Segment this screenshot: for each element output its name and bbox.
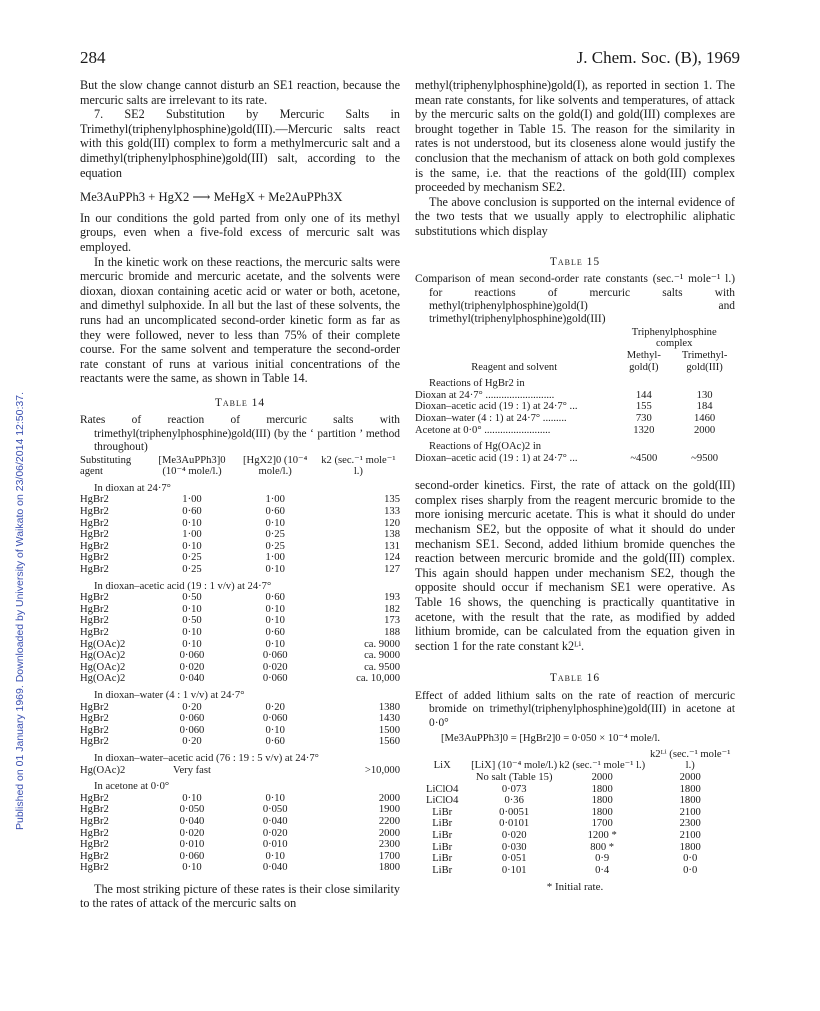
table-cell: 0·10 bbox=[182, 862, 202, 874]
table-cell: 0·010 bbox=[262, 839, 288, 851]
table-cell: 0·20 bbox=[265, 701, 285, 713]
table-row bbox=[80, 862, 400, 874]
table-cell: 0·20 bbox=[182, 701, 202, 713]
table-header: k2ᴸⁱ (sec.⁻¹ mole⁻¹ l.) bbox=[650, 748, 731, 772]
table-row bbox=[415, 853, 735, 865]
table-row bbox=[80, 804, 400, 816]
table-cell: 127 bbox=[384, 564, 400, 576]
table-cell: 0·60 bbox=[265, 736, 285, 748]
table-cell: 1·00 bbox=[182, 529, 202, 541]
table-row bbox=[415, 807, 735, 819]
table-cell: LiBr bbox=[432, 853, 453, 865]
table-cell: 0·020 bbox=[179, 827, 205, 839]
table-cell: HgBr2 bbox=[80, 615, 109, 627]
table-cell: 0·10 bbox=[182, 627, 202, 638]
table-header: Reagent and solvent bbox=[471, 361, 558, 373]
table-cell: 0·10 bbox=[182, 603, 202, 615]
table-cell: 0·36 bbox=[504, 795, 524, 807]
table-cell: >10,000 bbox=[364, 764, 400, 776]
right-column bbox=[415, 78, 735, 895]
table-cell: 2000 bbox=[378, 792, 400, 804]
table-cell: HgBr2 bbox=[80, 494, 109, 506]
table-cell: HgBr2 bbox=[80, 529, 109, 541]
table-cell: 0·10 bbox=[265, 850, 285, 862]
paragraph: In the kinetic work on these reactions, the mercuric salts were mercuric bromide and mercuric acetate, and the solvents were dioxan, dioxan containing acetic acid or water or both, acetone, and dimethyl sulphoxide. In all but the last of these solvents, the runs had an uncomplicated second-order kinetic form as far as they were followed, never to less than 75% of their complete course. For the same solvent and temperature the second-order rate constant of runs at various initial concentrations of the reactants were the same, as shown in Table 14. bbox=[80, 254, 400, 386]
table-cell: 1430 bbox=[378, 713, 400, 725]
table-cell: 1200 * bbox=[587, 829, 617, 841]
table-cell: ca. 9000 bbox=[364, 638, 400, 650]
table-row bbox=[415, 842, 735, 854]
table-cell: 0·25 bbox=[265, 529, 285, 541]
table-cell: 0·10 bbox=[182, 540, 202, 552]
table-cell: ~9500 bbox=[691, 452, 719, 464]
table-cell: 1800 bbox=[378, 862, 400, 874]
table-cell: HgBr2 bbox=[80, 592, 109, 604]
table-cell: 1320 bbox=[633, 424, 655, 436]
table-14-caption: Table 14 bbox=[214, 396, 266, 409]
table-cell: LiClO4 bbox=[426, 795, 459, 807]
table-cell: LiBr bbox=[432, 806, 453, 818]
table-cell: ~4500 bbox=[630, 452, 658, 464]
table-header: Trimethyl-gold(III) bbox=[681, 349, 728, 373]
table-row bbox=[80, 736, 400, 748]
table-cell: No salt (Table 15) bbox=[475, 772, 553, 783]
table-row bbox=[80, 529, 400, 541]
table-cell: 193 bbox=[384, 592, 400, 604]
table-cell: 138 bbox=[384, 529, 400, 541]
table-cell: 184 bbox=[696, 401, 713, 413]
table-cell: 0·050 bbox=[262, 804, 288, 816]
table-header: [HgX2]0 (10⁻⁴ mole/l.) bbox=[243, 454, 308, 478]
table-row bbox=[80, 828, 400, 840]
table-cell: HgBr2 bbox=[80, 804, 109, 816]
table-cell: 0·10 bbox=[265, 615, 285, 627]
table-row bbox=[80, 541, 400, 553]
table-cell: 0·25 bbox=[265, 540, 285, 552]
table-cell: 2000 bbox=[378, 827, 400, 839]
table-cell: 0·25 bbox=[182, 564, 202, 576]
table-group-title: In acetone at 0·0° bbox=[94, 781, 170, 793]
table-cell: 0·10 bbox=[265, 638, 285, 650]
table-row bbox=[80, 650, 400, 662]
table-row bbox=[415, 818, 735, 830]
table-cell: HgBr2 bbox=[80, 713, 109, 725]
table-group-title: In dioxan–acetic acid (19 : 1 v/v) at 24·7° bbox=[94, 580, 272, 592]
table-cell: 0·060 bbox=[179, 724, 205, 736]
table-cell: 0·0101 bbox=[499, 818, 530, 830]
table-row bbox=[80, 552, 400, 564]
table-cell: 2100 bbox=[679, 829, 701, 841]
table-row bbox=[415, 830, 735, 842]
table-row bbox=[415, 865, 735, 877]
table-cell: 1800 bbox=[591, 806, 613, 818]
table-row bbox=[80, 816, 400, 828]
download-watermark: Published on 01 January 1969. Downloaded by University of Waikato on 23/06/2014 12:50:37. bbox=[14, 392, 26, 830]
table-cell: 0·50 bbox=[182, 592, 202, 604]
table-row bbox=[80, 615, 400, 627]
table-row bbox=[415, 453, 735, 465]
table-cell: ca. 9500 bbox=[364, 661, 400, 673]
table-cell: 0·10 bbox=[265, 564, 285, 576]
table-cell: ca. 9000 bbox=[364, 650, 400, 662]
table-cell: 2300 bbox=[679, 818, 701, 830]
table-header: Substituting agent bbox=[80, 454, 132, 478]
table-cell: 173 bbox=[384, 615, 400, 627]
table-cell: 0·10 bbox=[265, 603, 285, 615]
table-group-header: Triphenylphosphine complex bbox=[631, 326, 717, 350]
table-16-condition: [Me3AuPPh3]0 = [HgBr2]0 = 0·050 × 10⁻⁴ mole/l. bbox=[441, 733, 661, 745]
table-cell: HgBr2 bbox=[80, 552, 109, 564]
table-header: [LiX] (10⁻⁴ mole/l.) bbox=[471, 760, 558, 772]
table-cell: 0·051 bbox=[501, 853, 527, 865]
table-cell bbox=[234, 765, 317, 777]
table-cell: 0·060 bbox=[262, 650, 288, 662]
table-cell: 1900 bbox=[378, 804, 400, 816]
table-cell: 135 bbox=[384, 494, 400, 506]
table-cell: 133 bbox=[384, 506, 400, 518]
table-cell bbox=[415, 772, 469, 784]
table-cell: Very fast bbox=[173, 764, 211, 776]
table-cell: 1460 bbox=[694, 412, 716, 424]
table-cell: 131 bbox=[384, 540, 400, 552]
table-cell: 0·10 bbox=[182, 517, 202, 529]
table-cell: 1·00 bbox=[182, 494, 202, 506]
paragraph: second-order kinetics. First, the rate of attack on the gold(III) complex rises sharply from the reagent mercuric bromide to the more ionising mercuric acetate. This is what it should do under mechanism SE2, but the opposite of what it should do under mechanism SE1. Second, added lithium bromide quenches the reaction between mercuric bromide and the gold(III) complex. This again should happen under mechanism SE2, though the opposite should occur if mechanism SE1 were operative. As Table 16 shows, the quenching is practically quantitative in acetone, with the result that the rate, as modified by added lithium bromide, can be calculated from the equation given in section 1 for the rate constant k2ᴸⁱ. bbox=[415, 478, 735, 653]
table-cell: 0·10 bbox=[182, 792, 202, 804]
table-cell: 0·060 bbox=[179, 850, 205, 862]
journal-header: J. Chem. Soc. (B), 1969 bbox=[576, 48, 740, 67]
table-cell: HgBr2 bbox=[80, 564, 109, 576]
table-cell: 0·60 bbox=[182, 506, 202, 518]
table-cell: ca. 10,000 bbox=[356, 673, 400, 685]
table-cell: 0·040 bbox=[262, 815, 288, 827]
table-cell: Dioxan–water (4 : 1) at 24·7° ......... bbox=[415, 412, 567, 424]
table-cell: 0·101 bbox=[501, 864, 527, 876]
table-row bbox=[80, 662, 400, 674]
table-section-title: Reactions of HgBr2 in bbox=[429, 378, 525, 390]
table-cell: HgBr2 bbox=[80, 701, 109, 713]
table-cell: 0·25 bbox=[182, 552, 202, 564]
table-cell: Hg(OAc)2 bbox=[80, 638, 126, 650]
table-cell: HgBr2 bbox=[80, 827, 109, 839]
table-cell: Hg(OAc)2 bbox=[80, 661, 126, 673]
table-cell: 0·0051 bbox=[499, 806, 530, 818]
table-cell: 2200 bbox=[378, 815, 400, 827]
table-cell: LiClO4 bbox=[426, 783, 459, 795]
table-row bbox=[80, 506, 400, 518]
table-cell: 0·060 bbox=[262, 713, 288, 725]
paragraph: The above conclusion is supported on the internal evidence of the two tests that we usually apply to electrophilic aliphatic substitutions which display bbox=[415, 194, 735, 238]
section-7-heading-paragraph: 7. SE2 Substitution by Mercuric Salts in Trimethyl(triphenylphosphine)gold(III).—Mercuric salts react with this gold(III) complex to form a methylmercuric salt and a dimethyl(triphenylphosphine)gold(III) salt, according to the equation bbox=[80, 107, 400, 180]
table-row bbox=[415, 784, 735, 796]
table-row bbox=[80, 793, 400, 805]
table-cell: 0·030 bbox=[501, 841, 527, 853]
page-number: 284 bbox=[80, 48, 106, 67]
table-cell: HgBr2 bbox=[80, 815, 109, 827]
table-row bbox=[80, 518, 400, 530]
paragraph: But the slow change cannot disturb an SE1 reaction, because the mercuric salts are irrelevant to its rate. bbox=[80, 78, 400, 107]
table-cell: 0·020 bbox=[262, 661, 288, 673]
table-cell: 144 bbox=[635, 389, 652, 401]
table-cell: 1800 bbox=[679, 795, 701, 807]
table-cell: 0·050 bbox=[179, 804, 205, 816]
table-cell: HgBr2 bbox=[80, 517, 109, 529]
table-cell: 1·00 bbox=[265, 552, 285, 564]
table-cell: LiBr bbox=[432, 841, 453, 853]
table-16-footnote: * Initial rate. bbox=[546, 881, 604, 894]
table-cell: HgBr2 bbox=[80, 506, 109, 518]
table-cell: 0·020 bbox=[262, 827, 288, 839]
table-cell: LiBr bbox=[432, 829, 453, 841]
table-row bbox=[80, 604, 400, 616]
table-cell: HgBr2 bbox=[80, 603, 109, 615]
table-cell: HgBr2 bbox=[80, 724, 109, 736]
table-cell: 2000 bbox=[591, 772, 613, 783]
table-cell: 1560 bbox=[378, 736, 400, 748]
table-cell: 0·073 bbox=[501, 783, 527, 795]
table-header: k2 (sec.⁻¹ mole⁻¹ l.) bbox=[559, 760, 646, 772]
table-cell: 0·060 bbox=[179, 713, 205, 725]
table-cell: HgBr2 bbox=[80, 540, 109, 552]
table-cell: 2000 bbox=[679, 772, 701, 783]
table-cell: 124 bbox=[384, 552, 400, 564]
table-15-description: Comparison of mean second-order rate constants (sec.⁻¹ mole⁻¹ l.) for reactions of mercuric salts with methyl(triphenylphosphine)gold(I) and trimethyl(triphenylphosphine)gold(III) bbox=[415, 273, 735, 326]
reaction-equation: Me3AuPPh3 + HgX2 ⟶ MeHgX + Me2AuPPh3X bbox=[80, 190, 343, 205]
table-cell: Hg(OAc)2 bbox=[80, 764, 126, 776]
table-header: Methyl-gold(I) bbox=[626, 349, 661, 373]
table-cell: 1·00 bbox=[265, 494, 285, 506]
table-cell: 0·10 bbox=[265, 792, 285, 804]
table-row bbox=[80, 839, 400, 851]
table-cell: 2000 bbox=[694, 424, 716, 436]
table-group-title: In dioxan at 24·7° bbox=[94, 482, 171, 494]
table-cell: 0·040 bbox=[179, 815, 205, 827]
table-row bbox=[80, 564, 400, 576]
table-row bbox=[415, 425, 735, 437]
table-cell: 120 bbox=[384, 517, 400, 529]
table-row bbox=[415, 413, 735, 425]
table-cell: Dioxan–acetic acid (19 : 1) at 24·7° ... bbox=[415, 401, 578, 413]
table-row bbox=[415, 401, 735, 413]
table-cell: 1380 bbox=[378, 701, 400, 713]
table-cell: 730 bbox=[635, 412, 652, 424]
table-cell: 0·0 bbox=[683, 864, 698, 876]
table-row bbox=[80, 673, 400, 685]
left-column bbox=[80, 78, 400, 911]
table-cell: 1500 bbox=[378, 724, 400, 736]
table-cell: 0·10 bbox=[182, 638, 202, 650]
paragraph: The most striking picture of these rates is their close similarity to the rates of attack of the mercuric salts on bbox=[80, 881, 400, 911]
table-header: LiX bbox=[433, 760, 451, 772]
table-cell: LiBr bbox=[432, 818, 453, 830]
table-cell: 188 bbox=[384, 627, 400, 638]
table-row bbox=[80, 713, 400, 725]
table-cell: 155 bbox=[635, 401, 652, 413]
table-cell: 0·060 bbox=[179, 650, 205, 662]
table-cell: 130 bbox=[696, 389, 713, 401]
table-cell: HgBr2 bbox=[80, 862, 109, 874]
table-cell: 1800 bbox=[591, 795, 613, 807]
table-cell: 0·0 bbox=[683, 853, 698, 865]
table-cell: 1800 bbox=[591, 783, 613, 795]
table-cell: 800 * bbox=[590, 841, 615, 853]
table-row bbox=[80, 851, 400, 863]
table-cell: 0·4 bbox=[595, 864, 610, 876]
table-14 bbox=[80, 455, 400, 874]
table-section-title: Reactions of Hg(OAc)2 in bbox=[429, 441, 542, 453]
table-cell: HgBr2 bbox=[80, 792, 109, 804]
table-cell: Acetone at 0·0° ......................... bbox=[415, 424, 551, 436]
table-cell: 0·020 bbox=[179, 661, 205, 673]
table-cell: 0·020 bbox=[501, 829, 527, 841]
table-cell: 0·50 bbox=[182, 615, 202, 627]
table-group-title: In dioxan–water (4 : 1 v/v) at 24·7° bbox=[94, 689, 245, 701]
table-cell: 1700 bbox=[591, 818, 613, 830]
paragraph: methyl(triphenylphosphine)gold(I), as reported in section 1. The mean rate constants, for like solvents and temperatures, of attack by the mercuric salts on the gold(I) and gold(III) complexes are brought together in Table 15. The reason for the similarity in rates is not understood, but its closeness alone would justify the conclusion that the mechanism of attack on both gold complexes is the same, i.e. that the reactions of the gold(III) complex proceeded by mechanism SE2. bbox=[415, 78, 735, 195]
table-row bbox=[80, 639, 400, 651]
paragraph: In our conditions the gold parted from only one of its methyl groups, even when a five-fold excess of mercuric salt was employed. bbox=[80, 210, 400, 254]
table-row bbox=[80, 592, 400, 604]
table-cell: 2100 bbox=[679, 806, 701, 818]
table-cell: 1700 bbox=[378, 850, 400, 862]
table-cell: HgBr2 bbox=[80, 736, 109, 748]
table-cell: 0·9 bbox=[595, 853, 610, 865]
table-cell: Hg(OAc)2 bbox=[80, 673, 126, 685]
table-cell: HgBr2 bbox=[80, 627, 109, 638]
table-cell: LiBr bbox=[432, 864, 453, 876]
table-cell: 182 bbox=[384, 603, 400, 615]
table-16-description: Effect of added lithium salts on the rate of reaction of mercuric bromide on trimethyl(triphenylphosphine)gold(III) in acetone at 0·0° bbox=[415, 690, 735, 729]
table-cell: 0·60 bbox=[265, 592, 285, 604]
table-cell: 1800 bbox=[679, 783, 701, 795]
table-cell: Hg(OAc)2 bbox=[80, 650, 126, 662]
table-cell: 0·040 bbox=[179, 673, 205, 685]
table-16 bbox=[415, 749, 735, 877]
table-row bbox=[415, 390, 735, 402]
table-cell: HgBr2 bbox=[80, 850, 109, 862]
table-row bbox=[80, 494, 400, 506]
table-row bbox=[80, 627, 400, 639]
table-group-title: In dioxan–water–acetic acid (76 : 19 : 5 v/v) at 24·7° bbox=[94, 752, 319, 764]
table-row bbox=[80, 725, 400, 737]
table-cell: 0·20 bbox=[182, 736, 202, 748]
table-cell: 0·010 bbox=[179, 839, 205, 851]
table-cell: 0·60 bbox=[265, 506, 285, 518]
table-cell: 0·040 bbox=[262, 862, 288, 874]
table-row bbox=[415, 795, 735, 807]
table-row bbox=[80, 765, 400, 777]
table-16-caption: Table 16 bbox=[549, 672, 601, 685]
table-cell: 0·10 bbox=[265, 517, 285, 529]
table-15 bbox=[415, 327, 735, 465]
table-14-description: Rates of reaction of mercuric salts with trimethyl(triphenylphosphine)gold(III) (by the ‘ partition ’ method throughout) bbox=[80, 414, 400, 454]
table-cell: 0·60 bbox=[265, 627, 285, 638]
table-header: k2 (sec.⁻¹ mole⁻¹ l.) bbox=[321, 454, 396, 478]
table-row bbox=[80, 702, 400, 714]
table-header: [Me3AuPPh3]0 (10⁻⁴ mole/l.) bbox=[158, 454, 226, 478]
table-row bbox=[415, 772, 735, 784]
table-cell: 1800 bbox=[679, 841, 701, 853]
table-cell: Dioxan at 24·7° .......................... bbox=[415, 389, 555, 401]
table-cell: HgBr2 bbox=[80, 839, 109, 851]
table-cell: 0·060 bbox=[262, 673, 288, 685]
table-cell: 2300 bbox=[378, 839, 400, 851]
table-cell: 0·10 bbox=[265, 724, 285, 736]
table-cell: Dioxan–acetic acid (19 : 1) at 24·7° ... bbox=[415, 452, 578, 464]
table-15-caption: Table 15 bbox=[549, 255, 601, 268]
